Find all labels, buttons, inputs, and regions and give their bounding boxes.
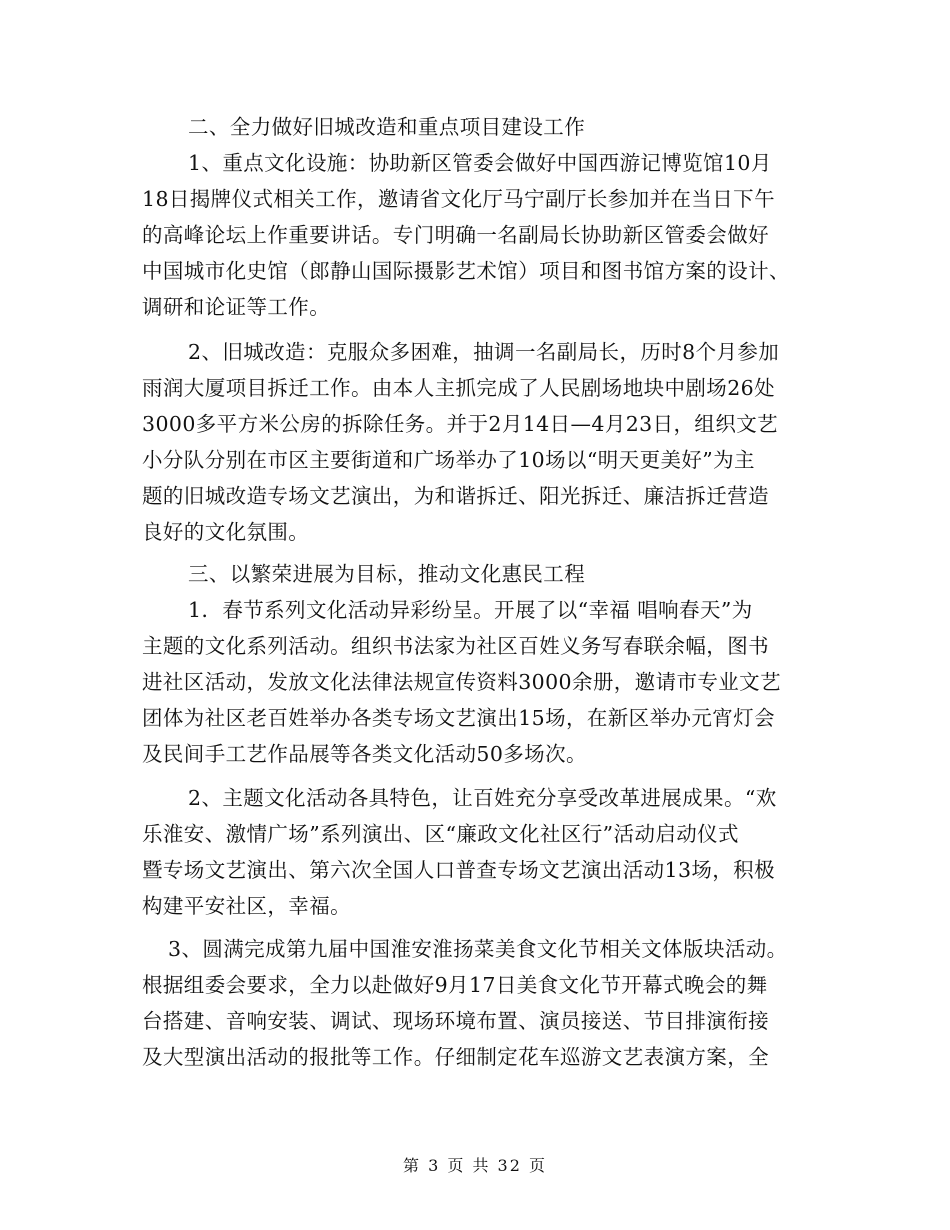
heading-section-3: 三、以繁荣进展为目标，推动文化惠民工程 xyxy=(188,562,586,586)
paragraph-line: 雨润大厦项目拆迁工作。由本人主抓完成了人民剧场地块中剧场26处 xyxy=(142,376,775,400)
paragraph-line: 2、主题文化活动各具特色，让百姓充分享受改革进展成果。“欢 xyxy=(188,786,777,810)
paragraph-line: 根据组委会要求，全力以赴做好9月17日美食文化节开幕式晚会的舞 xyxy=(142,973,768,997)
page-number-footer: 第 3 页 共 32 页 xyxy=(403,1156,547,1175)
paragraph-line: 良好的文化氛围。 xyxy=(142,520,310,544)
paragraph-line: 主题的文化系列活动。组织书法家为社区百姓义务写春联余幅，图书 xyxy=(142,634,769,658)
paragraph-line: 题的旧城改造专场文艺演出，为和谐拆迁、阳光拆迁、廉洁拆迁营造 xyxy=(142,484,769,508)
paragraph-line: 的高峰论坛上作重要讲话。专门明确一名副局长协助新区管委会做好 xyxy=(142,223,769,247)
paragraph-line: 台搭建、音响安装、调试、现场环境布置、演员接送、节目排演衔接 xyxy=(142,1009,769,1033)
paragraph-line: 3、圆满完成第九届中国淮安淮扬菜美食文化节相关文体版块活动。 xyxy=(168,937,788,961)
paragraph-line: 2、旧城改造：克服众多困难，抽调一名副局长，历时8个月参加 xyxy=(188,340,780,364)
paragraph-line: 小分队分别在市区主要街道和广场举办了10场以“明天更美好”为主 xyxy=(142,448,755,472)
paragraph-line: 暨专场文艺演出、第六次全国人口普查专场文艺演出活动13场，积极 xyxy=(142,858,775,882)
paragraph-line: 调研和论证等工作。 xyxy=(142,295,331,319)
paragraph-line: 中国城市化史馆（郎静山国际摄影艺术馆）项目和图书馆方案的设计、 xyxy=(142,259,790,283)
paragraph-line: 及民间手工艺作品展等各类文化活动50多场次。 xyxy=(142,742,587,766)
paragraph-line: 构建平安社区，幸福。 xyxy=(142,894,351,918)
heading-section-2: 二、全力做好旧城改造和重点项目建设工作 xyxy=(188,115,586,139)
paragraph-line: 3000多平方米公房的拆除任务。并于2月14日—4月23日，组织文艺 xyxy=(142,412,779,436)
paragraph-line: 1、重点文化设施：协助新区管委会做好中国西游记博览馆10月 xyxy=(188,151,772,175)
paragraph-line: 团体为社区老百姓举办各类专场文艺演出15场，在新区举办元宵灯会 xyxy=(142,706,775,730)
paragraph-line: 1．春节系列文化活动异彩纷呈。开展了以“幸福 唱响春天”为 xyxy=(188,598,753,622)
paragraph-line: 及大型演出活动的报批等工作。仔细制定花车巡游文艺表演方案，全 xyxy=(142,1045,769,1069)
paragraph-line: 18日揭牌仪式相关工作，邀请省文化厅马宁副厅长参加并在当日下午 xyxy=(142,187,775,211)
paragraph-line: 进社区活动，发放文化法律法规宣传资料3000余册，邀请市专业文艺 xyxy=(142,670,781,694)
paragraph-line: 乐淮安、激情广场”系列演出、区“廉政文化社区行”活动启动仪式 xyxy=(142,822,739,846)
